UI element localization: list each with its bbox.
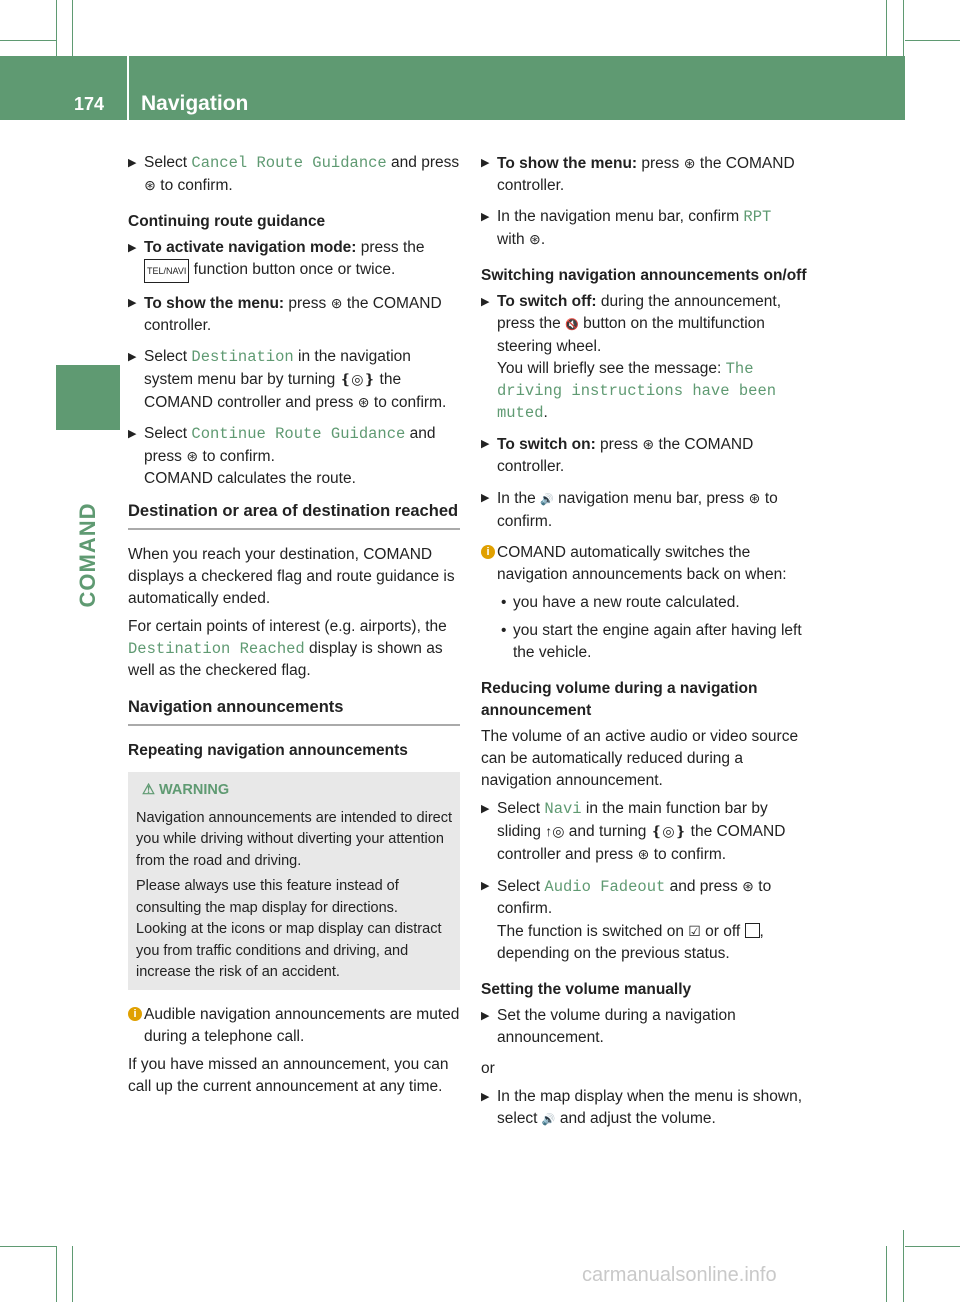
step: ▶ In the map display when the menu is shown, select 🔊 and adjust the volume. xyxy=(481,1086,813,1131)
heading-switching: Switching navigation announcements on/off xyxy=(481,267,807,284)
arrow-icon: ▶ xyxy=(128,428,137,440)
header-bar xyxy=(0,56,905,120)
arrow-icon: ▶ xyxy=(481,1091,490,1103)
warning-text: Navigation announcements are intended to direct you while driving without diverting your attention from the road and driving. xyxy=(136,809,452,869)
mute-icon: 🔇 xyxy=(565,319,579,331)
controller-slide-icon: ↑◎ xyxy=(545,823,565,839)
paragraph: If you have missed an announcement, you can call up the current announcement at any time. xyxy=(128,1055,449,1095)
menu-code: RPT xyxy=(743,208,772,226)
controller-press-icon: ⊛ xyxy=(330,295,343,311)
heading-announcements: Navigation announcements xyxy=(128,698,344,716)
arrow-icon: ▶ xyxy=(128,157,137,169)
step: ▶ In the navigation menu bar, confirm RPT with ⊛. xyxy=(481,208,772,248)
step: ▶ In the 🔊 navigation menu bar, press ⊛ to confirm. xyxy=(481,487,813,533)
heading-continuing: Continuing route guidance xyxy=(128,213,326,230)
info-note: i COMAND automatically switches the navigation announcements back on when: xyxy=(481,542,813,586)
heading-destination: Destination or area of destination reached xyxy=(128,502,459,520)
controller-press-icon: ⊛ xyxy=(748,490,761,506)
menu-code: Audio Fadeout xyxy=(544,878,666,896)
watermark: carmanualsonline.info xyxy=(582,1264,777,1286)
bullet-item: • you have a new route calculated. xyxy=(501,594,740,611)
section-title: Navigation xyxy=(141,92,249,115)
header-divider xyxy=(127,56,129,120)
menu-code: Destination xyxy=(191,348,294,366)
step: ▶ Set the volume during a navigation announcement. xyxy=(481,1007,736,1046)
warning-icon: ⚠ xyxy=(142,782,155,798)
crop-mark xyxy=(905,40,960,41)
step: ▶ To switch off: during the announcement, press the 🔇 button on the multifunction steering wheel. You will briefly see the message: The driving instructions have been muted. xyxy=(481,293,782,422)
paragraph: For certain points of interest (e.g. airports), the Destination Reached display is shown as well as the checkered flag. xyxy=(128,618,447,679)
speaker-icon: 🔊 xyxy=(540,494,554,506)
crop-mark xyxy=(903,0,904,56)
step: ▶ Select Navi in the main function bar by sliding ↑◎ and turning ❴◎❵ the COMAND controller and press ⊛ to confirm. xyxy=(481,800,786,863)
info-note: i Audible navigation announcements are muted during a telephone call. xyxy=(128,1004,460,1048)
heading-repeating: Repeating navigation announcements xyxy=(128,742,408,759)
bullet-item: • you start the engine again after having left the vehicle. xyxy=(501,622,802,661)
menu-code: Destination Reached xyxy=(128,640,305,658)
arrow-icon: ▶ xyxy=(481,492,490,504)
controller-press-icon: ⊛ xyxy=(529,231,541,247)
menu-code: Navi xyxy=(544,800,582,818)
step: ▶ Select Cancel Route Guidance and press ⊛ to confirm. xyxy=(128,154,460,194)
crop-mark xyxy=(886,1246,887,1302)
page-number: 174 xyxy=(74,94,105,114)
display-message: The driving instructions have been muted xyxy=(497,360,777,422)
left-column xyxy=(128,152,460,1104)
step: ▶ Select Continue Route Guidance and press ⊛ to confirm. COMAND calculates the route. xyxy=(128,425,436,487)
crop-mark xyxy=(886,0,887,56)
warning-title: ⚠ WARNING xyxy=(142,782,230,798)
info-icon: i xyxy=(128,1007,142,1021)
crop-mark xyxy=(0,1246,56,1247)
side-label: COMAND xyxy=(75,502,100,608)
controller-press-icon: ⊛ xyxy=(186,448,199,464)
arrow-icon: ▶ xyxy=(481,157,490,169)
controller-press-icon: ⊛ xyxy=(742,878,754,894)
speaker-icon: 🔊 xyxy=(541,1114,556,1126)
step: ▶ To switch on: press ⊛ the COMAND controller. xyxy=(481,433,813,478)
menu-code: Continue Route Guidance xyxy=(191,425,406,443)
tel-navi-button-icon: TEL/NAVI xyxy=(144,259,189,283)
crop-mark xyxy=(56,1246,57,1302)
controller-press-icon: ⊛ xyxy=(683,155,696,171)
divider xyxy=(128,724,460,726)
paragraph: When you reach your destination, COMAND displays a checkered flag and route guidance is automatically ended. xyxy=(128,546,455,607)
crop-mark xyxy=(56,0,57,56)
crop-mark xyxy=(0,40,56,41)
controller-press-icon: ⊛ xyxy=(357,394,370,410)
warning-text: Please always use this feature instead of consulting the map display for directions. Looking at the icons or map display can distract you from traffic conditions and driving, and increase the risk of an accident. xyxy=(136,878,442,980)
arrow-icon: ▶ xyxy=(481,803,490,815)
arrow-icon: ▶ xyxy=(481,1010,490,1022)
crop-mark xyxy=(905,1246,960,1247)
step: ▶ To activate navigation mode: press the TEL/NAVI function button once or twice. xyxy=(128,237,460,283)
controller-turn-icon: ❴◎❵ xyxy=(650,823,687,839)
arrow-icon: ▶ xyxy=(128,242,137,254)
checkbox-off-icon xyxy=(745,923,760,938)
arrow-icon: ▶ xyxy=(481,211,490,223)
info-icon: i xyxy=(481,545,495,559)
arrow-icon: ▶ xyxy=(128,297,137,309)
right-column xyxy=(481,152,813,1140)
heading-reducing: Reducing volume during a navigation announcement xyxy=(481,680,758,719)
step: ▶ To show the menu: press ⊛ the COMAND controller. xyxy=(128,292,460,337)
arrow-icon: ▶ xyxy=(481,880,490,892)
menu-code: Cancel Route Guidance xyxy=(191,154,387,172)
crop-mark xyxy=(72,1246,73,1302)
warning-box xyxy=(128,772,460,990)
side-tab xyxy=(56,365,120,430)
paragraph-or: or xyxy=(481,1060,495,1077)
controller-press-icon: ⊛ xyxy=(637,846,650,862)
step: ▶ To show the menu: press ⊛ the COMAND controller. xyxy=(481,152,813,197)
controller-press-icon: ⊛ xyxy=(642,436,655,452)
paragraph: The volume of an active audio or video source can be automatically reduced during a navigation announcement. xyxy=(481,728,799,789)
step: ▶ Select Audio Fadeout and press ⊛ to confirm. The function is switched on ☑ or off , depending on the previous status. xyxy=(481,875,813,965)
divider xyxy=(128,528,460,530)
controller-turn-icon: ❴◎❵ xyxy=(339,371,376,387)
arrow-icon: ▶ xyxy=(128,351,137,363)
controller-press-icon: ⊛ xyxy=(144,177,156,193)
checkbox-on-icon: ☑ xyxy=(688,923,701,939)
step: ▶ Select Destination in the navigation system menu bar by turning ❴◎❵ the COMAND controller and press ⊛ to confirm. xyxy=(128,348,447,411)
arrow-icon: ▶ xyxy=(481,438,490,450)
crop-mark xyxy=(72,0,73,56)
arrow-icon: ▶ xyxy=(481,296,490,308)
crop-mark xyxy=(903,1230,904,1302)
heading-manual: Setting the volume manually xyxy=(481,981,692,998)
